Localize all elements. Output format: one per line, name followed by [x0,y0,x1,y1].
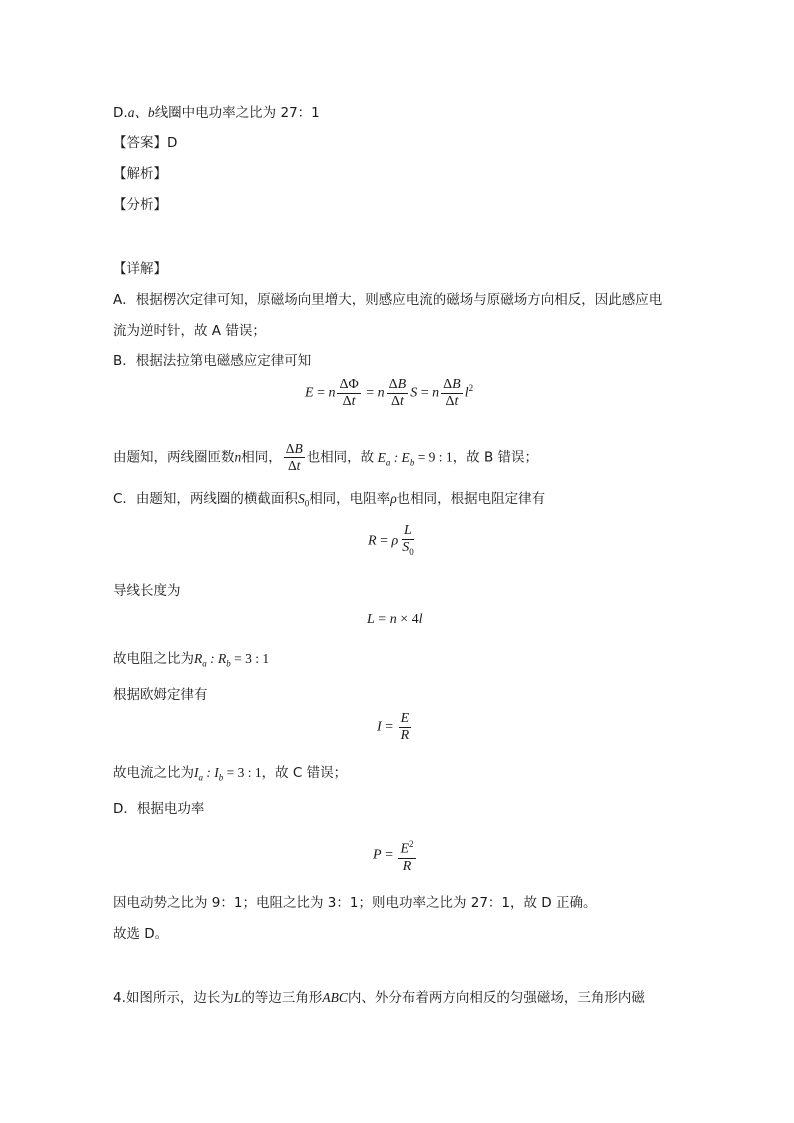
a-line-1: A．根据楞次定律可知，原磁场向里增大，则感应电流的磁场与原磁场方向相反，因此感应电 [113,292,663,308]
c-current-ratio [113,764,347,787]
q4-abc: ABC [322,990,348,1005]
c-line1-pre: C．由题知，两线圈的横截面积 [113,491,298,507]
c-res-pre: 故电阻之比为 [113,651,194,667]
a-line-2: 流为逆时针，故 A 错误； [113,323,266,339]
b-line-1: B．根据法拉第电磁感应定律可知 [113,353,312,369]
cur-ratio: = 3 : 1 [226,765,262,780]
option-d-line [113,104,320,122]
faraday-equation: E = n $\frac{\Delta\Phi}{\Delta t}$ = n $\frac{\Delta B}{\Delta t}$ S = n $\frac{\Delta B}{\Delta t}$ $l^2$ [305,377,474,409]
res-ratio-vars: $R_a$ : $R_b$ [194,651,231,669]
d-conclusion: 因电动势之比为 9：1；电阻之比为 3：1；则电功率之比为 27：1，故 D 正确。 [113,895,597,911]
s0-symbol: $S_0$ [297,491,310,509]
emf-ratio-vars: $E_a$ : $E_b$ [374,449,415,468]
analysis-label: 【解析】 [113,166,167,182]
wire-length-equation: L = n × 4l [367,612,423,627]
c-cur-pre: 故电流之比为 [113,765,194,781]
d-line-1: D．根据电功率 [113,801,205,817]
detail-label: 【详解】 [113,261,167,277]
option-d-letter: D. [113,105,128,121]
c-line1-post: 也相同，根据电阻定律有 [396,491,546,507]
emf-ratio: = 9 : 1 [417,449,453,465]
b-line-2 [113,441,538,474]
option-d-text: 线圈中电功率之比为 27：1 [154,105,320,121]
q4-mid: 的等边三角形 [241,990,323,1006]
option-d-vars: a、b [127,105,155,120]
rho-symbol: ρ [390,491,397,506]
b-line2-pre: 由题知，两线圈匝数 [113,449,235,466]
b-line2-post: 也相同，故 [306,449,375,466]
dbdt-fraction: $\frac{\Delta B}{\Delta t}$ [285,441,303,473]
c-cur-end: ，故 C 错误； [261,765,348,781]
c-ohm-law: 根据欧姆定律有 [113,687,208,703]
res-ratio: = 3 : 1 [234,651,270,666]
cur-ratio-vars: $I_a$ : $I_b$ [194,765,224,783]
q4-L: L [233,990,242,1005]
answer-value: D [167,135,178,151]
c-wire-length: 导线长度为 [113,583,181,599]
q4-pre: 4.如图所示，边长为 [113,990,234,1006]
b-line2-mid: 相同， [241,449,282,466]
answer-label: 【答案】 [113,135,167,151]
ohm-law-equation: I = $\frac{E}{R}$ [377,711,410,743]
power-equation: P = $\frac{E^2}{R}$ [373,836,418,875]
c-line-1 [113,490,545,513]
b-line2-n: n [234,449,242,465]
resistance-law-equation: R = ρ $\frac{L}{S_0}$ [368,523,414,557]
answer-line [113,134,177,152]
fenxi-label: 【分析】 [113,197,167,213]
question-4-line [113,989,645,1007]
c-resistance-ratio [113,650,269,673]
d-select: 故选 D。 [113,926,169,942]
b-line2-end: ，故 B 错误； [452,449,539,466]
q4-post: 内、外分布着两方向相反的匀强磁场，三角形内磁 [347,990,645,1006]
c-line1-mid: 相同，电阻率 [309,491,391,507]
